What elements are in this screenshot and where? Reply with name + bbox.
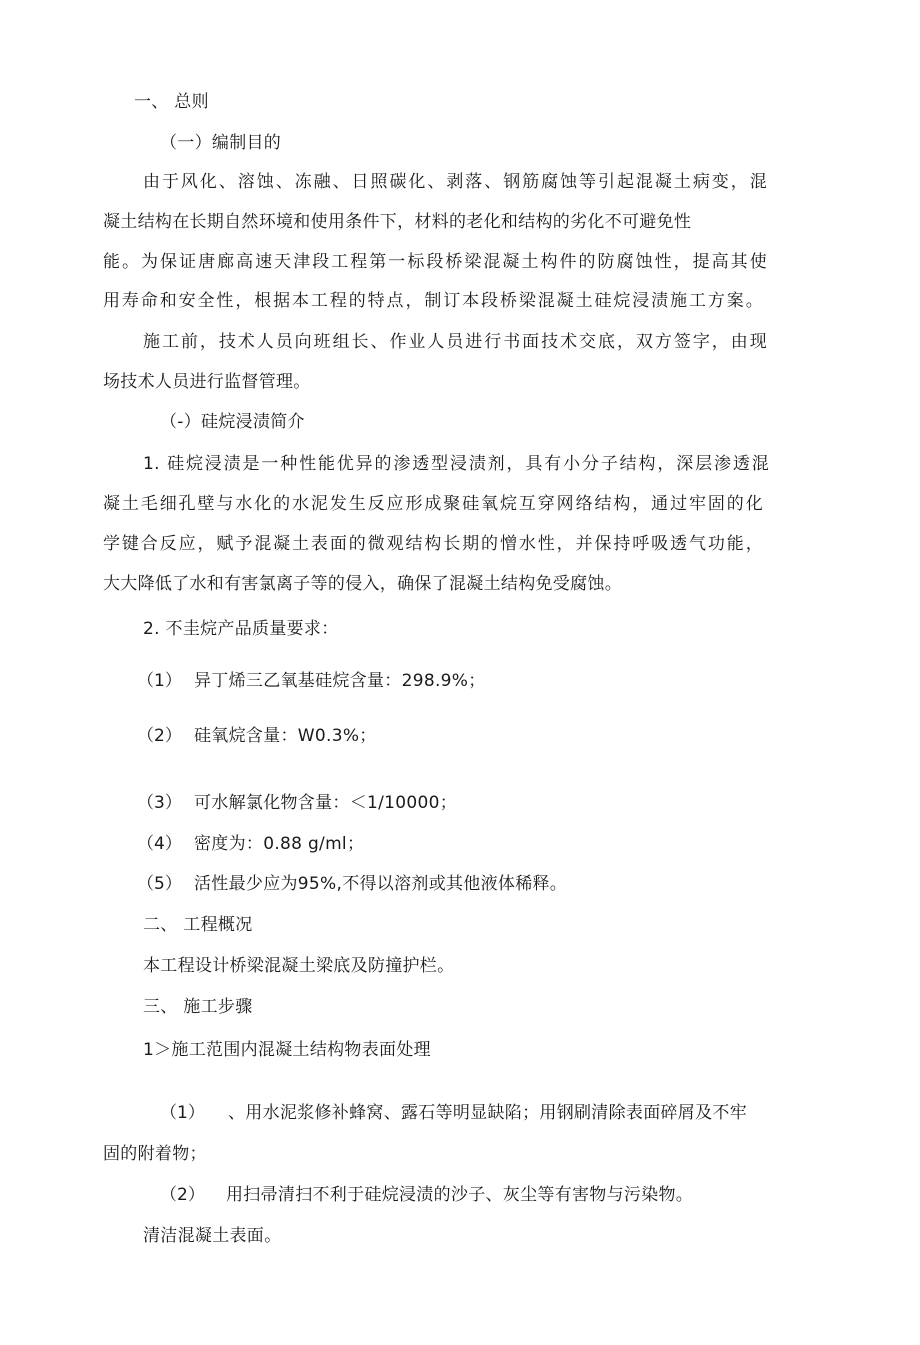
list-item-number: （5） [137,874,182,894]
list-item-text: 、用水泥浆修补蜂窝、露石等明显缺陷；用钢刷清除表面碎屑及不牢 [228,1103,747,1123]
paragraph-line: 固的附着物； [103,1144,207,1164]
paragraph-line: 场技术人员进行监督管理。 [103,372,311,392]
paragraph-line: 施工前，技术人员向班组长、作业人员进行书面技术交底，双方签字，由现 [143,332,767,352]
quality-requirements-heading: 2. 不圭烷产品质量要求： [143,619,339,639]
paragraph-line: 凝土结构在长期自然环境和使用条件下，材料的老化和结构的劣化不可避免性 [103,212,692,232]
subheading-silane-intro: （-）硅烷浸渍简介 [160,412,305,432]
list-item-text: 异丁烯三乙氧基硅烷含量：298.9%； [194,671,486,691]
paragraph-line: 凝土毛细孔壁与水化的水泥发生反应形成聚硅氧烷互穿网络结构，通过牢固的化 [103,494,763,514]
list-item-number: （3） [137,793,182,813]
paragraph-line: 本工程设计桥梁混凝土梁底及防撞护栏。 [143,956,455,976]
subheading-purpose: （一）编制目的 [160,133,282,153]
list-item-text: 硅氧烷含量：W0.3%； [194,726,377,746]
list-item-text: 可水解氯化物含量：＜1/10000； [194,793,458,813]
step-heading: 1＞施工范围内混凝土结构物表面处理 [143,1040,431,1060]
paragraph-line: 由于风化、溶蚀、冻融、日照碳化、剥落、钢筋腐蚀等引起混凝土病变，混 [143,172,767,192]
list-item-number: （2） [160,1185,205,1205]
list-item-number: （4） [137,834,182,854]
list-item-text: 用扫帚清扫不利于硅烷浸渍的沙子、灰尘等有害物与污染物。 [226,1185,694,1205]
paragraph-line: 能。为保证唐廊高速天津段工程第一标段桥梁混凝土构件的防腐蚀性，提高其使 [103,252,767,272]
list-item-number: （1） [160,1103,205,1123]
paragraph-line: 大大降低了水和有害氯离子等的侵入，确保了混凝土结构免受腐蚀。 [103,574,622,594]
paragraph-line: 1. 硅烷浸渍是一种性能优异的渗透型浸渍剂，具有小分子结构，深层渗透混 [143,454,769,474]
list-item-number: （1） [137,671,182,691]
paragraph-line: 清洁混凝土表面。 [143,1226,282,1246]
list-item-number: （2） [137,726,182,746]
list-item-text: 活性最少应为95%,不得以溶剂或其他液体稀释。 [194,874,568,894]
paragraph-line: 用寿命和安全性，根据本工程的特点，制订本段桥梁混凝土硅烷浸渍施工方案。 [103,291,763,311]
section-heading-steps: 三、 施工步骤 [143,997,253,1017]
section-heading-general: 一、 总则 [134,92,209,112]
section-heading-overview: 二、 工程概况 [143,915,253,935]
list-item-text: 密度为：0.88 g/ml； [194,834,365,854]
paragraph-line: 学键合反应，赋予混凝土表面的微观结构长期的憎水性，并保持呼吸透气功能， [103,534,763,554]
